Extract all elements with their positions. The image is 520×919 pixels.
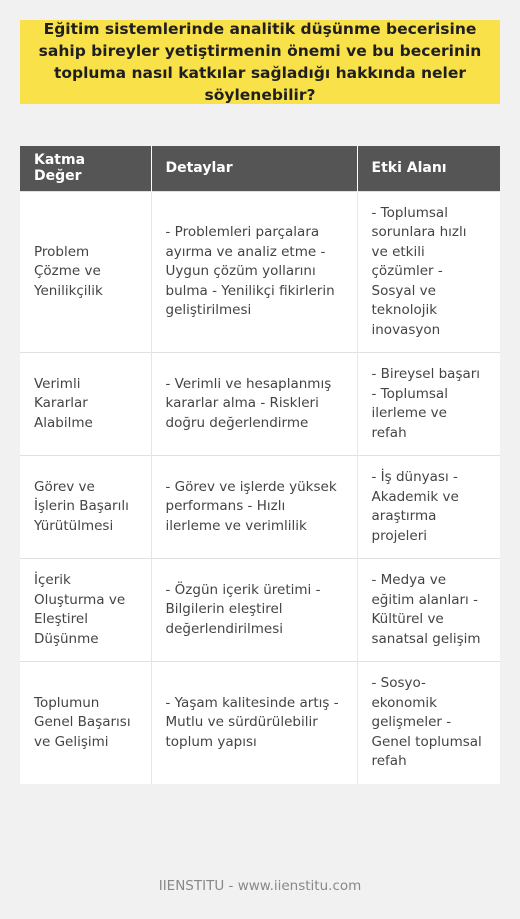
table-row [20, 191, 500, 353]
impact-cell: - İş dünyası - Akademik ve araştırma projeleri [357, 456, 500, 559]
table-header-row [20, 146, 500, 191]
table-row [20, 456, 500, 559]
question-banner [20, 20, 500, 104]
details-cell: - Yaşam kalitesinde artış - Mutlu ve sürdürülebilir toplum yapısı [151, 662, 357, 784]
value-table [20, 146, 500, 784]
details-cell: - Görev ve işlerde yüksek performans - Hızlı ilerleme ve verimlilik [151, 456, 357, 559]
impact-cell: - Toplumsal sorunlara hızlı ve etkili çözümler - Sosyal ve teknolojik inovasyon [357, 191, 500, 353]
page-title: Eğitim sistemlerinde analitik düşünme becerisine sahip bireyler yetiştirmenin önemi ve bu becerinin topluma nasıl katkılar sağladığı hakkında neler söylenebilir? [38, 20, 482, 104]
value-cell: Verimli Kararlar Alabilme [20, 353, 151, 456]
details-cell: - Özgün içerik üretimi - Bilgilerin eleştirel değerlendirilmesi [151, 559, 357, 662]
column-header: Etki Alanı [357, 146, 500, 191]
impact-cell: - Bireysel başarı - Toplumsal ilerleme ve refah [357, 353, 500, 456]
value-cell: Toplumun Genel Başarısı ve Gelişimi [20, 662, 151, 784]
impact-cell: - Medya ve eğitim alanları - Kültürel ve sanatsal gelişim [357, 559, 500, 662]
value-cell: Görev ve İşlerin Başarılı Yürütülmesi [20, 456, 151, 559]
column-header: Katma Değer [20, 146, 151, 191]
impact-cell: - Sosyo-ekonomik gelişmeler - Genel toplumsal refah [357, 662, 500, 784]
details-cell: - Problemleri parçalara ayırma ve analiz etme - Uygun çözüm yollarını bulma - Yenilikçi fikirlerin geliştirilmesi [151, 191, 357, 353]
table-row [20, 559, 500, 662]
value-cell: Problem Çözme ve Yenilikçilik [20, 191, 151, 353]
footer-credit: IIENSTITU - www.iienstitu.com [158, 878, 362, 894]
column-header: Detaylar [151, 146, 357, 191]
value-cell: İçerik Oluşturma ve Eleştirel Düşünme [20, 559, 151, 662]
table-row [20, 353, 500, 456]
details-cell: - Verimli ve hesaplanmış kararlar alma - Riskleri doğru değerlendirme [151, 353, 357, 456]
table-row [20, 662, 500, 784]
